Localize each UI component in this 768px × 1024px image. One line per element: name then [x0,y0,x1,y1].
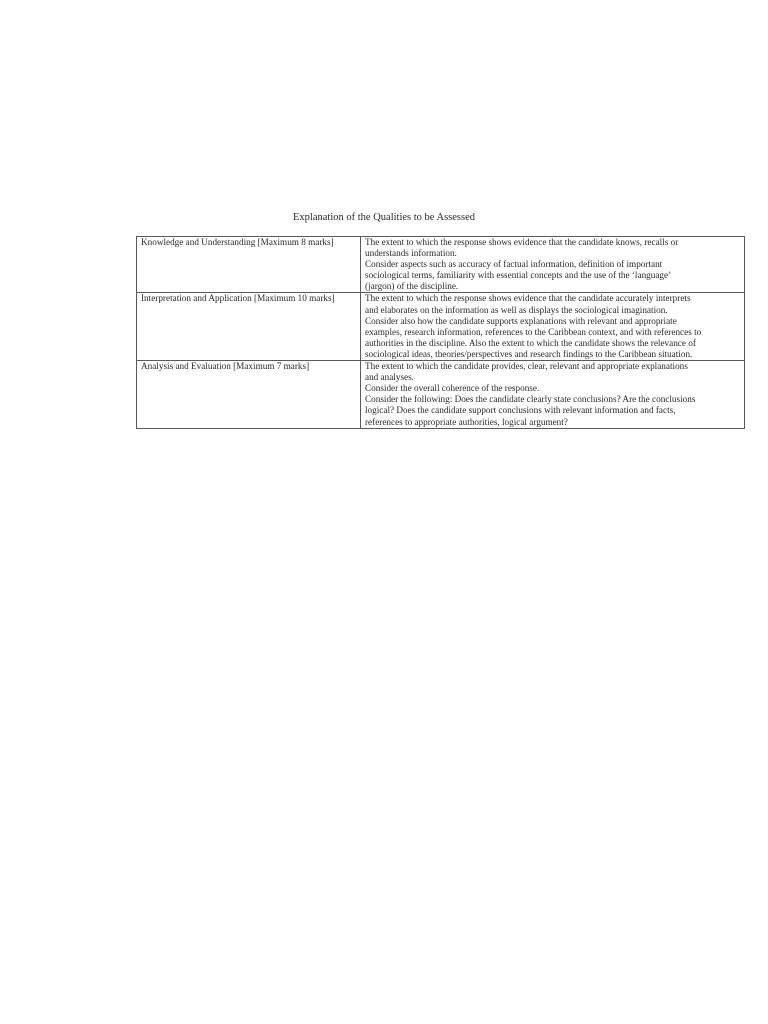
description-line: (jargon) of the discipline. [365,281,459,292]
criterion-cell: Interpretation and Application [Maximum 10 marks] [137,293,361,361]
description-cell [361,361,745,429]
document-title: Explanation of the Qualities to be Assessed [293,212,475,223]
description-cell [361,293,745,361]
table-row [137,293,745,361]
description-line: sociological terms, familiarity with essential concepts and the use of the ‘language’ [365,270,672,281]
description-line: The extent to which the response shows evidence that the candidate knows, recalls or [365,237,679,247]
qualities-table [136,236,745,429]
description-line: sociological ideas, theories/perspectives and research findings to the Caribbean situation. [365,348,693,359]
table-row [137,237,745,293]
description-cell [361,237,745,293]
description-line: The extent to which the candidate provides, clear, relevant and appropriate explanations [365,361,688,372]
description-line: The extent to which the response shows evidence that the candidate accurately interprets [365,293,691,304]
table-row [137,361,745,429]
criterion-cell: Analysis and Evaluation [Maximum 7 marks] [137,361,361,429]
description-line: and analyses. [365,372,414,383]
description-line: Consider the following: Does the candidate clearly state conclusions? Are the conclusions [365,394,696,405]
description-line: and elaborates on the information as well as displays the sociological imagination. [365,304,668,315]
description-line: Consider also how the candidate supports explanations with relevant and appropriate [365,315,677,326]
description-line: logical? Does the candidate support conclusions with relevant information and facts, [365,405,676,416]
criterion-cell: Knowledge and Understanding [Maximum 8 marks] [137,237,361,293]
description-line: Consider the overall coherence of the response. [365,383,540,394]
description-line: examples, research information, references to the Caribbean context, and with references to [365,326,702,337]
description-line: authorities in the discipline. Also the extent to which the candidate shows the relevance of [365,337,696,348]
description-line: references to appropriate authorities, logical argument? [365,416,568,427]
description-line: understands information. [365,248,457,259]
description-line: Consider aspects such as accuracy of factual information, definition of important [365,259,663,270]
